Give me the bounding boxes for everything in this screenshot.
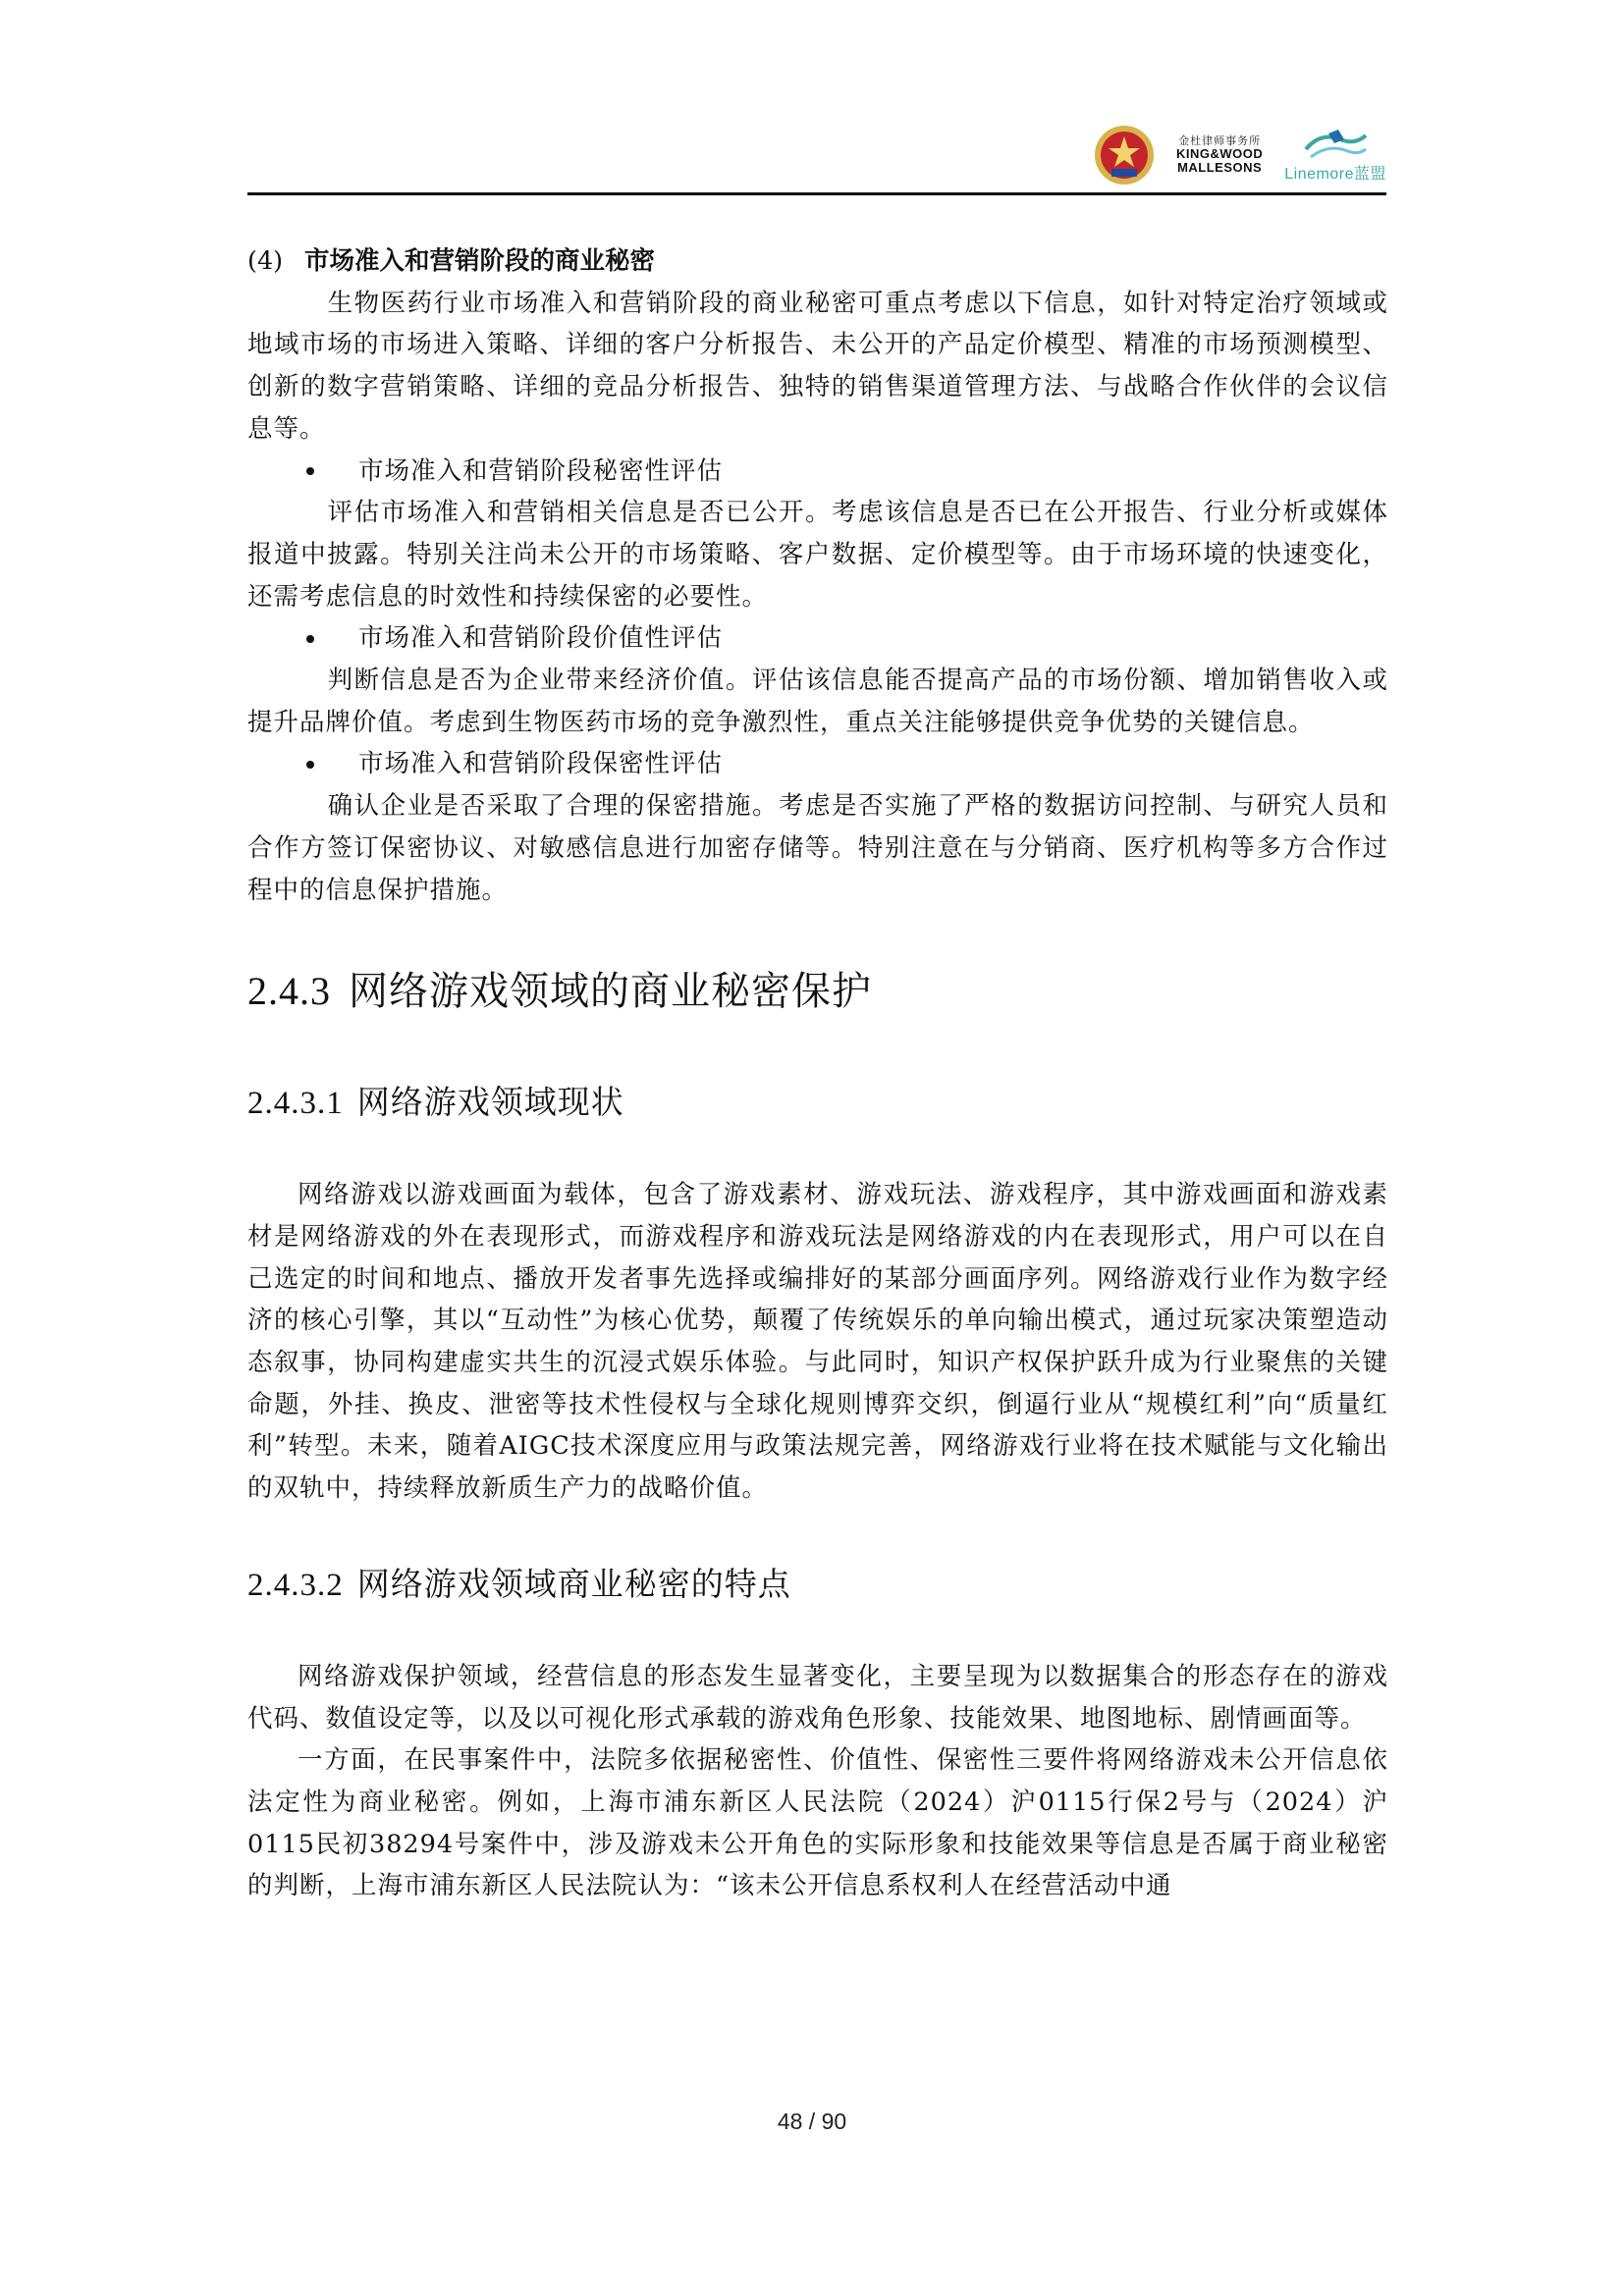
linemore-en: Linemore [1284, 165, 1354, 183]
paragraph-2-4-3-1: 网络游戏以游戏画面为载体，包含了游戏素材、游戏玩法、游戏程序，其中游戏画面和游戏素材是网络游戏的外在表现形式，而游戏程序和游戏玩法是网络游戏的内在表现形式，用户可以在自己选定的时间和地点、播放开发者事先选择或编排好的某部分画面序列。网络游戏行业作为数字经济的核心引擎，其以“互动性”为核心优势，颠覆了传统娱乐的单向输出模式，通过玩家决策塑造动态叙事，协同构建虚实共生的沉浸式娱乐体验。与此同时，知识产权保护跃升成为行业聚焦的关键命题，外挂、换皮、泄密等技术性侵权与全球化规则博弈交织，倒逼行业从“规模红利”向“质量红利”转型。未来，随着AIGC技术深度应用与政策法规完善，网络游戏行业将在技术赋能与文化输出的双轨中，持续释放新质生产力的战略价值。 [247, 1180, 1388, 1504]
bullet-item [247, 617, 1388, 660]
section-4-title: 市场准入和营销阶段的商业秘密 [304, 246, 656, 276]
procuratorate-emblem-icon [1094, 123, 1155, 187]
heading-2-4-3-number: 2.4.3 [247, 969, 331, 1014]
bullet-label: 市场准入和营销阶段价值性评估 [358, 623, 724, 654]
bullet-text: 确认企业是否采取了合理的保密措施。考虑是否实施了严格的数据访问控制、与研究人员和合作方签订保密协议、对敏感信息进行加密存储等。特别注意在与分销商、医疗机构等多方合作过程中的信息保护措施。 [247, 791, 1388, 905]
linemore-cn: 蓝盟 [1353, 165, 1386, 183]
linemore-mark-icon [1301, 128, 1370, 165]
bullet-dot-icon [306, 761, 314, 769]
heading-2-4-3-1-number: 2.4.3.1 [247, 1086, 344, 1122]
paragraph-2-4-3-2-a: 网络游戏保护领域，经营信息的形态发生显著变化，主要呈现为以数据集合的形态存在的游戏代码、数值设定等，以及以可视化形式承载的游戏角色形象、技能效果、地图地标、剧情画面等。 [247, 1661, 1388, 1734]
bullet-text: 评估市场准入和营销相关信息是否已公开。考虑该信息是否已在公开报告、行业分析或媒体报道中披露。特别关注尚未公开的市场策略、客户数据、定价模型等。由于市场环境的快速变化，还需考虑信息的时效性和持续保密的必要性。 [247, 498, 1388, 612]
bullet-dot-icon [306, 467, 314, 475]
bullet-text: 判断信息是否为企业带来经济价值。评估该信息能否提高产品的市场份额、增加销售收入或提升品牌价值。考虑到生物医药市场的竞争激烈性，重点关注能够提供竞争优势的关键信息。 [247, 666, 1388, 737]
kwm-logo [1176, 136, 1263, 175]
page-content [247, 240, 1388, 1907]
linemore-logo [1284, 128, 1386, 184]
heading-2-4-3-2 [247, 1559, 1388, 1605]
page-number: 48 / 90 [777, 2109, 847, 2134]
kwm-logo-cn: 金杜律师事务所 [1178, 134, 1262, 147]
page-header [247, 108, 1386, 194]
heading-2-4-3-title: 网络游戏领域的商业秘密保护 [349, 969, 872, 1015]
linemore-wordmark [1284, 161, 1386, 184]
header-logos [1094, 116, 1386, 194]
bullet-item [247, 451, 1388, 493]
heading-2-4-3-2-title: 网络游戏领域商业秘密的特点 [356, 1564, 791, 1603]
heading-2-4-3-2-number: 2.4.3.2 [247, 1567, 344, 1603]
heading-2-4-3-1-title: 网络游戏领域现状 [356, 1083, 624, 1122]
header-rule [247, 192, 1386, 195]
section-4-heading [247, 240, 1388, 283]
bullet-item [247, 743, 1388, 785]
bullet-label: 市场准入和营销阶段保密性评估 [358, 749, 724, 779]
heading-2-4-3-1 [247, 1077, 1388, 1123]
kwm-logo-en-line1: KING&WOOD [1176, 146, 1264, 162]
heading-2-4-3 [247, 960, 1388, 1016]
kwm-logo-en-line2: MALLESONS [1177, 159, 1263, 175]
section-4-number: (4) [247, 246, 284, 276]
paragraph-2-4-3-2-b: 一方面，在民事案件中，法院多依据秘密性、价值性、保密性三要件将网络游戏未公开信息依法定性为商业秘密。例如，上海市浦东新区人民法院（2024）沪0115行保2号与（2024）沪0115民初38294号案件中，涉及游戏未公开角色的实际形象和技能效果等信息是否属于商业秘密的判断，上海市浦东新区人民法院认为：“该未公开信息系权利人在经营活动中通 [247, 1745, 1388, 1901]
section-4-intro: 生物医药行业市场准入和营销阶段的商业秘密可重点考虑以下信息，如针对特定治疗领域或地域市场的市场进入策略、详细的客户分析报告、未公开的产品定价模型、精准的市场预测模型、创新的数字营销策略、详细的竞品分析报告、独特的销售渠道管理方法、与战略合作伙伴的会议信息等。 [247, 288, 1388, 444]
bullet-label: 市场准入和营销阶段秘密性评估 [358, 455, 724, 486]
bullet-dot-icon [306, 635, 314, 643]
